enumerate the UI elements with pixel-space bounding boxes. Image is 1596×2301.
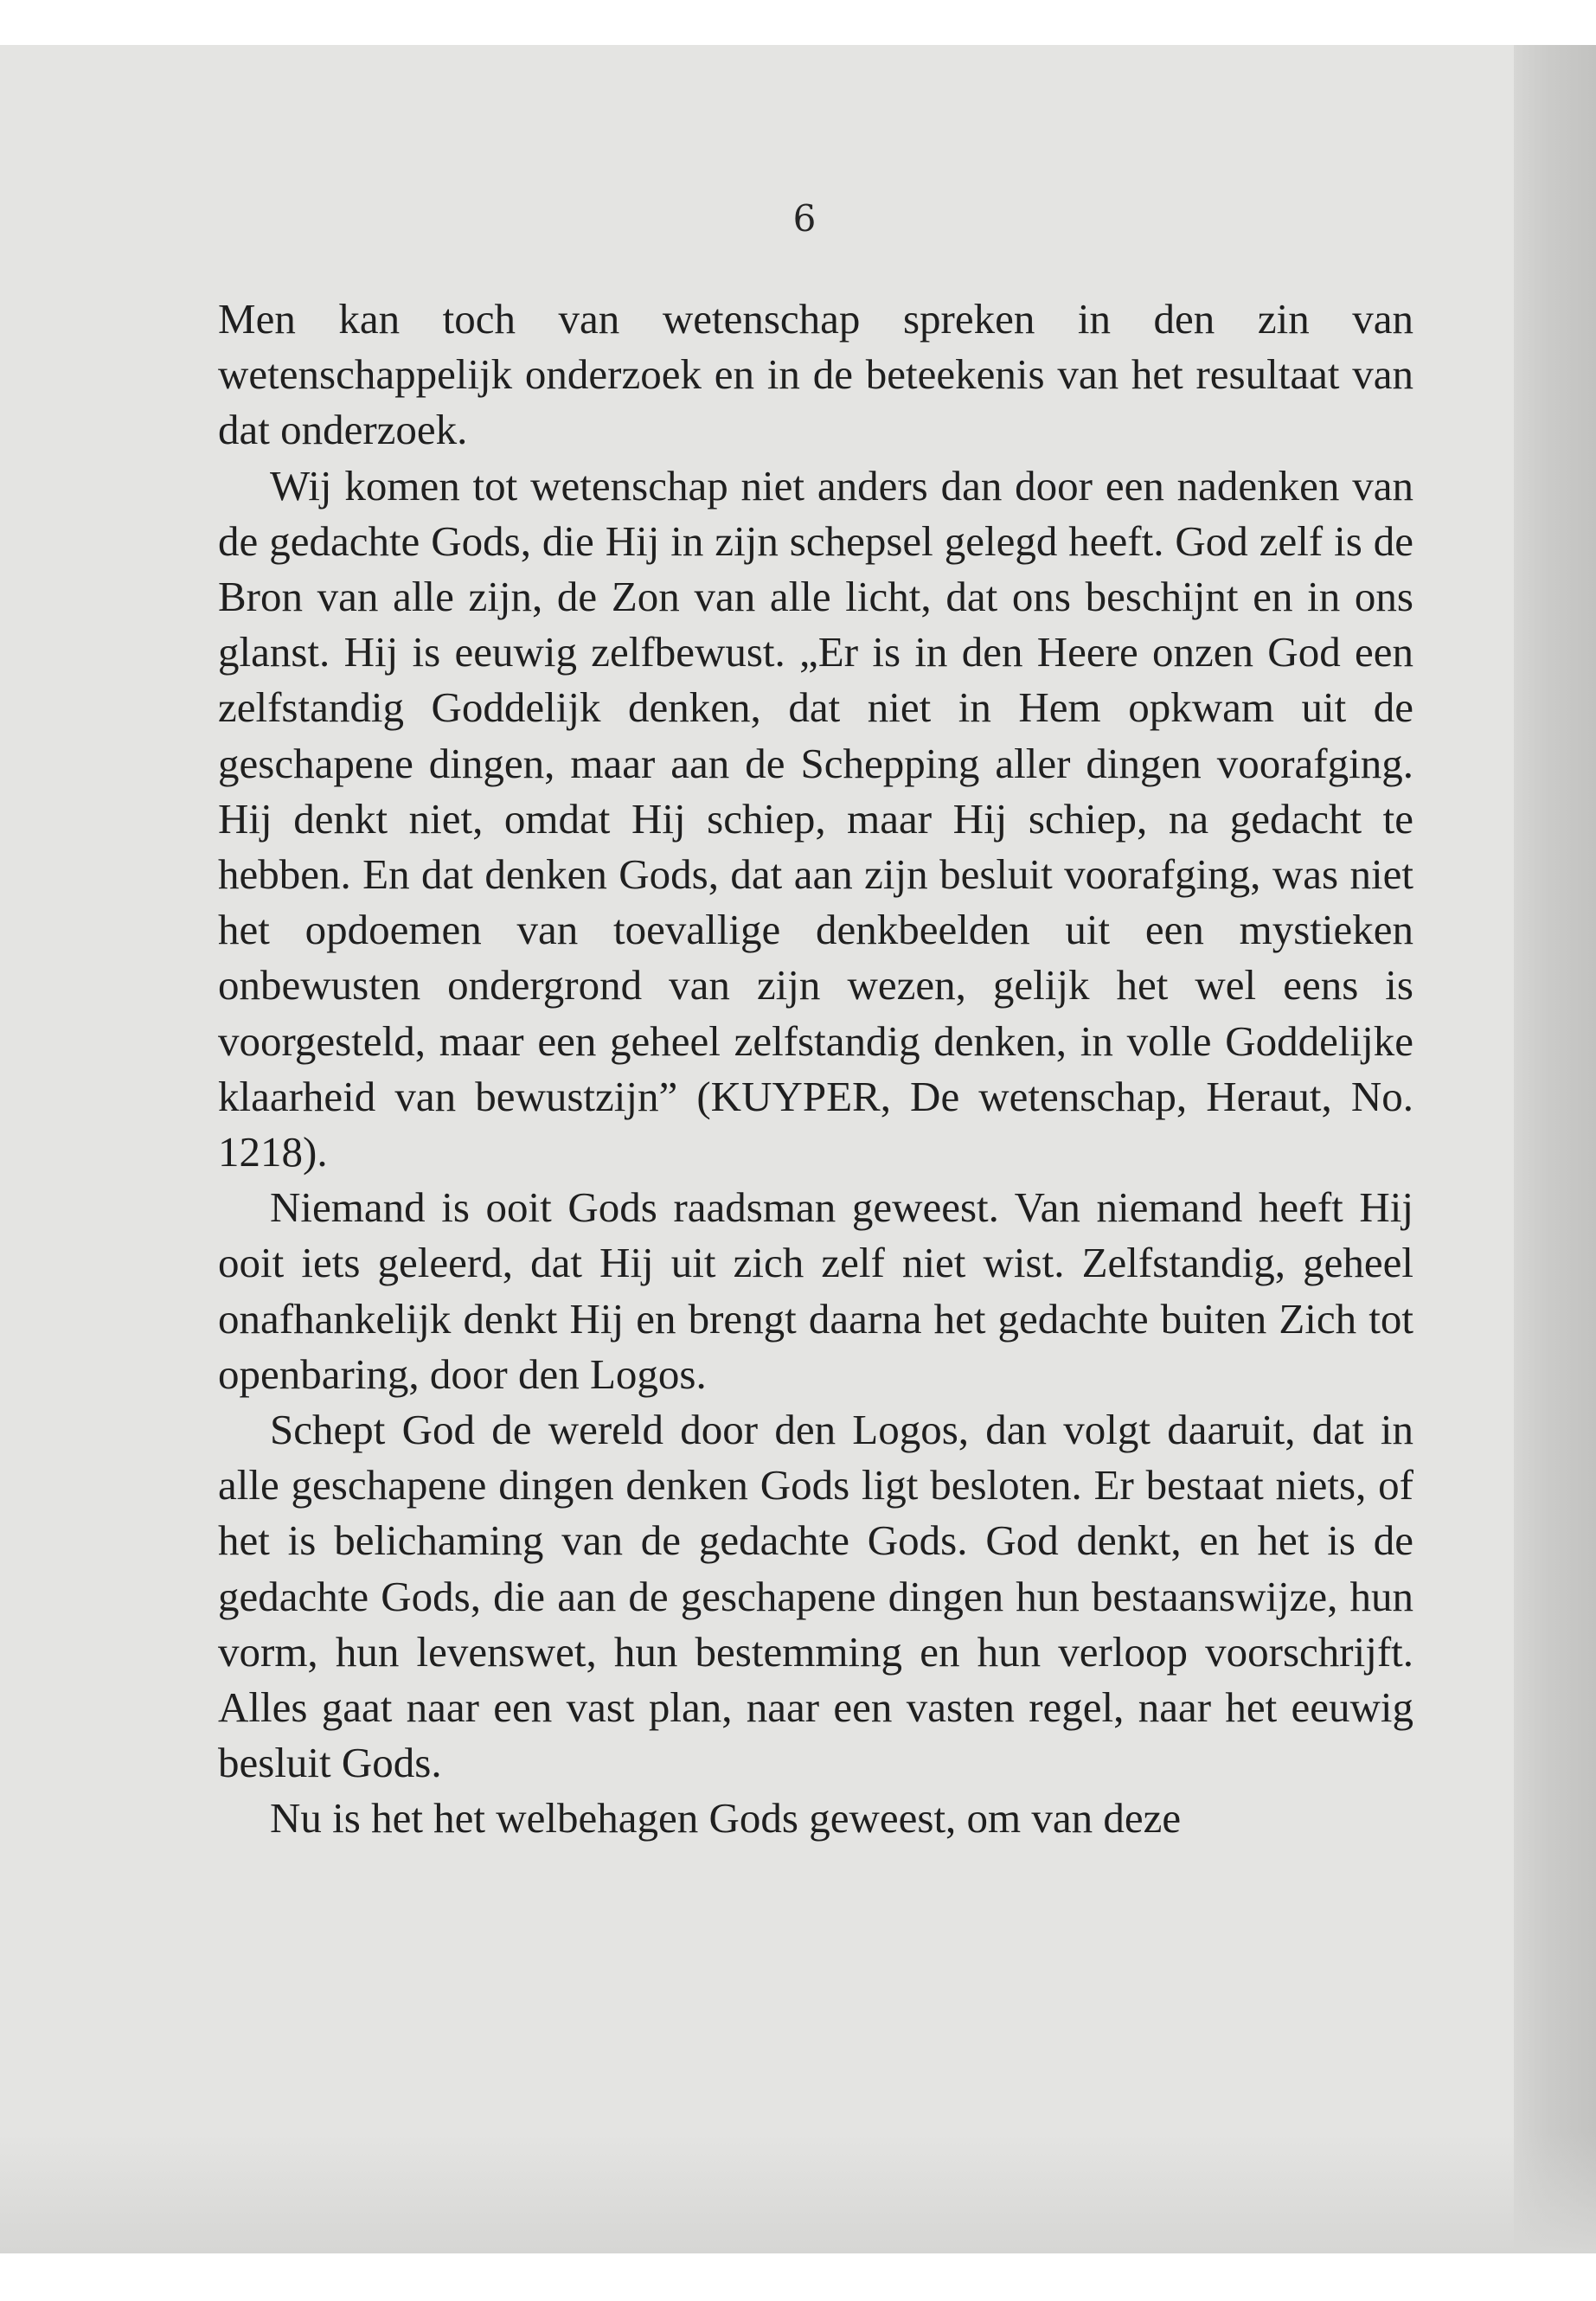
book-page	[0, 45, 1596, 2253]
page-number: 6	[792, 197, 817, 240]
paragraph-2: Wij komen tot wetenschap niet anders dan door een nadenken van de gedachte Gods, die Hij in zijn schepsel gelegd heeft. God zelf is de Bron van alle zijn, de Zon van alle licht, dat ons beschijnt en in ons glanst. Hij is eeuwig zelfbewust. „Er is in den Heere onzen God een zelfstandig Goddelijk denken, dat niet in Hem opkwam uit de geschapene dingen, maar aan de Schepping aller dingen voorafging. Hij denkt niet, omdat Hij schiep, maar Hij schiep, na gedacht te hebben. En dat denken Gods, dat aan zijn besluit voorafging, was niet het opdoemen van toevallige denkbeelden uit een mystieken onbewusten ondergrond van zijn wezen, gelijk het wel eens is voorgesteld, maar een geheel zelfstandig denken, in volle Goddelijke klaarheid van bewustzijn” (KUYPER, De wetenschap, Heraut, No. 1218).	[218, 461, 1413, 1176]
paragraph-4: Schept God de wereld door den Logos, dan volgt daaruit, dat in alle geschapene dingen denken Gods ligt besloten. Er bestaat niets, of het is belichaming van de gedachte Gods. God denkt, en het is de gedachte Gods, die aan de geschapene dingen hun bestaanswijze, hun vorm, hun levenswet, hun bestemming en hun verloop voorschrijft. Alles gaat naar een vast plan, naar een vasten regel, naar het eeuwig besluit Gods.	[218, 1406, 1413, 1787]
paragraph-5: Nu is het het welbehagen Gods geweest, om van deze	[270, 1794, 1182, 1843]
body-text	[218, 292, 1413, 1847]
book-spine-shadow	[1514, 45, 1596, 2253]
paragraph-1: Men kan toch van wetenschap spreken in den zin van wetenschappelijk onderzoek en in de beteekenis van het resultaat van dat onderzoek.	[218, 295, 1413, 454]
page-bottom-shade	[0, 2132, 1596, 2253]
paragraph-3: Niemand is ooit Gods raadsman geweest. Van niemand heeft Hij ooit iets geleerd, dat Hij uit zich zelf niet wist. Zelfstandig, geheel onafhankelijk denkt Hij en brengt daarna het gedachte buiten Zich tot openbaring, door den Logos.	[218, 1183, 1413, 1398]
